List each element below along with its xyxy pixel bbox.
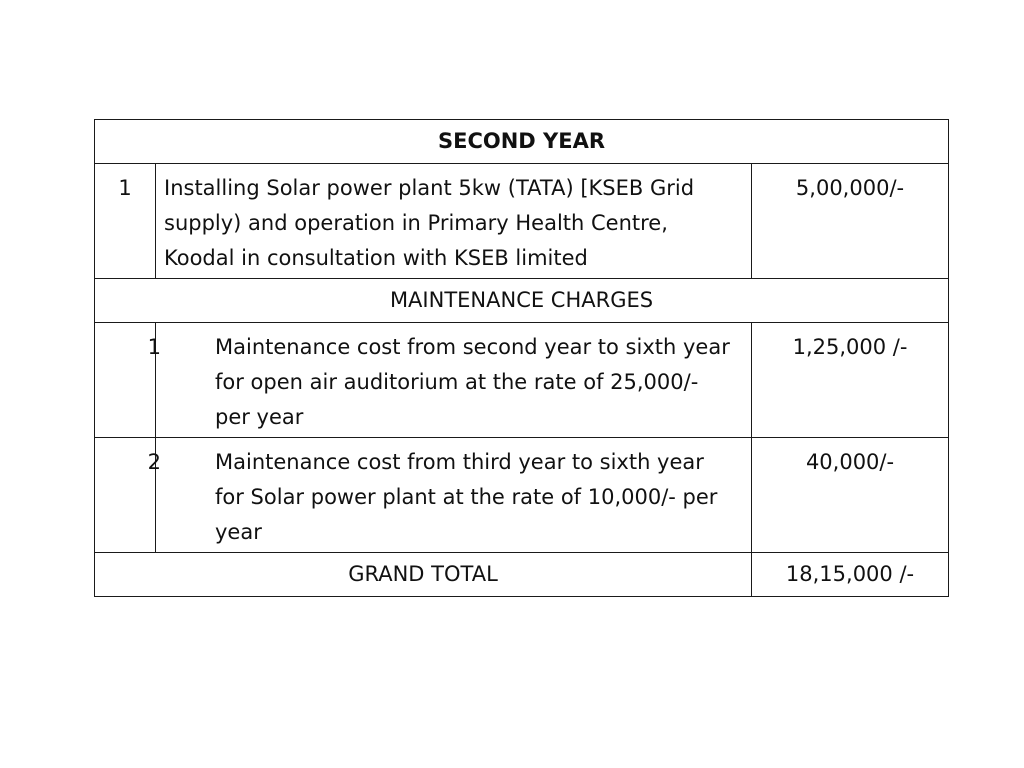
item-number [95,323,161,438]
budget-table [94,119,949,597]
item-description: Maintenance cost from second year to sixth year for open air auditorium at the rate of 25,000/- per year [156,323,752,438]
table-row [95,164,949,279]
table-title: SECOND YEAR [95,120,949,164]
item-number: 1 [95,164,156,279]
table-row [95,438,949,553]
total-row [95,553,949,597]
item-number-text: 2 [147,450,161,474]
item-description: Installing Solar power plant 5kw (TATA) [KSEB Grid supply) and operation in Primary Health Centre, Koodal in consultation with KSEB limited [156,164,752,279]
grand-total-amount: 18,15,000 /- [752,553,949,597]
item-amount: 40,000/- [752,438,949,553]
item-number [95,438,161,553]
grand-total-label: GRAND TOTAL [95,553,752,597]
maintenance-heading: MAINTENANCE CHARGES [95,279,949,323]
title-row [95,120,949,164]
item-amount: 1,25,000 /- [752,323,949,438]
item-description: Maintenance cost from third year to sixth year for Solar power plant at the rate of 10,000/- per year [156,438,752,553]
item-number-text: 1 [147,335,161,359]
table-row [95,323,949,438]
section-row [95,279,949,323]
item-amount: 5,00,000/- [752,164,949,279]
